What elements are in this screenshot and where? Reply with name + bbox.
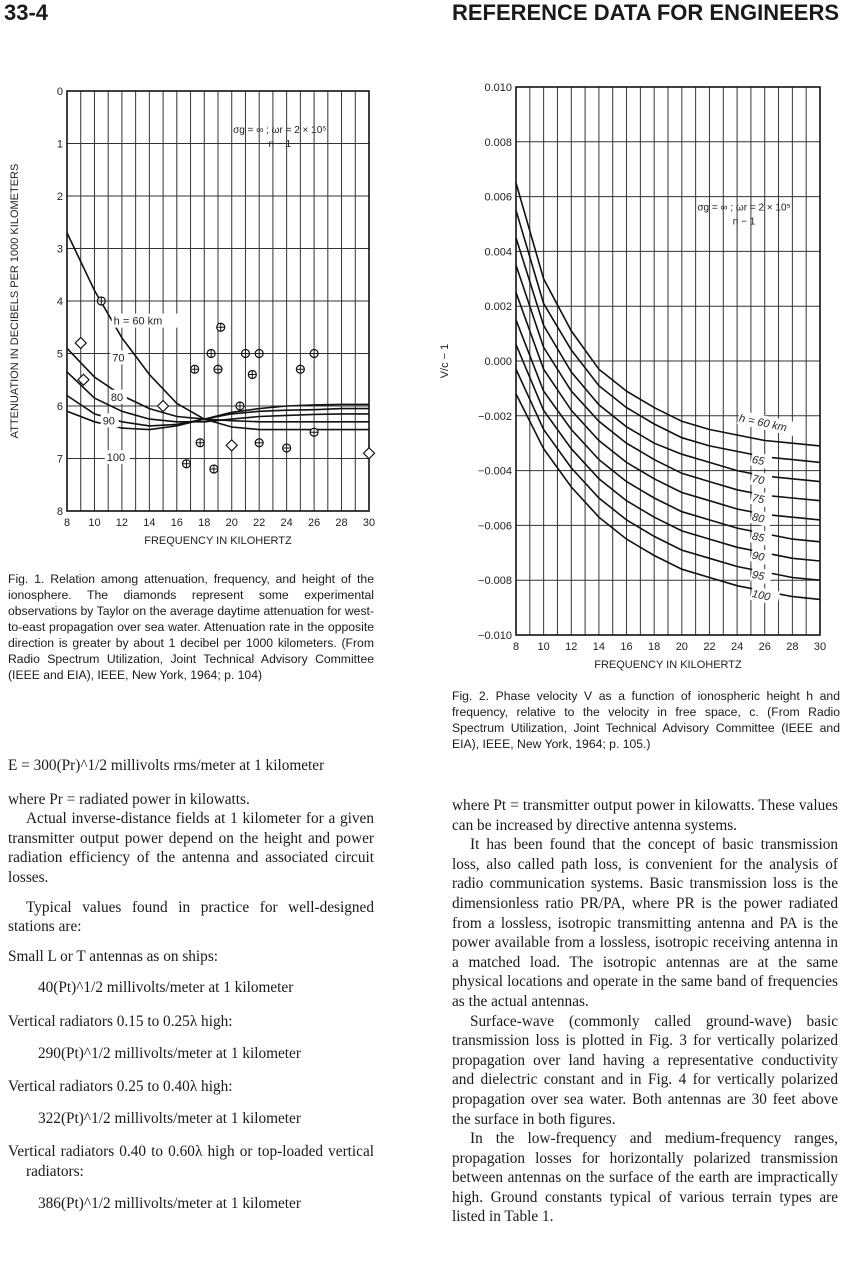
x-tick-label: 14: [592, 641, 606, 653]
x-tick-label: 8: [63, 517, 71, 529]
x-tick-label: 12: [565, 641, 578, 653]
x-tick-label: 28: [335, 517, 348, 529]
y-tick-label: 5: [56, 348, 63, 361]
x-tick-label: 18: [648, 641, 661, 653]
series-label: 100: [750, 588, 772, 604]
x-tick-label: 20: [225, 517, 238, 529]
figure-2-caption: Fig. 2. Phase velocity V as a function of ionospheric height h and frequency, relative to the velocity in free space, c. (From Radio Spectrum Utilization, Joint Technical Advisory Committee (IEEE and EIA), IEEE, New York, 1964; p. 105.): [452, 689, 840, 751]
y-tick-label: 1: [56, 138, 63, 151]
y-tick-label: 6: [56, 401, 63, 413]
series-label: 85: [750, 530, 766, 545]
x-tick-label: 24: [730, 641, 744, 653]
y-tick-label: 0.002: [484, 301, 512, 314]
data-point-crossed-circle: [217, 323, 225, 331]
y-tick-label: −0.002: [478, 410, 512, 423]
data-point-crossed-circle: [283, 444, 291, 452]
series-label: 80: [110, 391, 124, 404]
x-tick-label: 16: [170, 517, 183, 529]
figure-1-caption: Fig. 1. Relation among attenuation, frequency, and height of the ionosphere. The diamonds represent some experimental observations by Taylor on the average daytime attenuation for west-to-east propagation over sea water. Attenuation rate in the opposite direction is greater by about 1 decibel per 1000 kilometers. (From Radio Spectrum Utilization, Joint Technical Advisory Committee (IEEE and EIA), IEEE, New York, 1964; p. 104): [8, 572, 374, 682]
series-label: h = 60 km: [113, 315, 163, 328]
data-point-crossed-circle: [241, 350, 249, 358]
y-axis-label: V/c − 1: [439, 343, 451, 379]
data-point-crossed-circle: [296, 365, 304, 373]
series-label: 70: [750, 473, 766, 488]
data-point-crossed-circle: [236, 402, 244, 410]
chart-annotation: σg = ∞ ; ωr = 2 × 10⁵: [233, 125, 327, 136]
y-tick-label: 3: [56, 243, 63, 256]
x-tick-label: 16: [620, 641, 633, 653]
x-axis-label: FREQUENCY IN KILOHERTZ: [144, 535, 292, 547]
chart-annotation: σg = ∞ ; ωr = 2 × 10⁵: [697, 202, 791, 214]
list-item: Vertical radiators 0.15 to 0.25λ high:: [8, 1012, 233, 1030]
chart-annotation: n − 1: [268, 139, 292, 150]
paragraph: It has been found that the concept of basic transmission loss, also called path loss, is convenient for the analysis of radio communication systems. Basic transmission loss is the dimensionless ratio PR/PA, where PR is the power radiated from a lossless, isotropic transmitting antenna and PA is the power available from a lossless, isotropic receiving antenna in a matched load. The isotropic antennas are at the same physical locations and operate in the same band of frequencies as the actual antennas.: [452, 836, 838, 1010]
data-point-crossed-circle: [196, 439, 204, 447]
page-header-title: REFERENCE DATA FOR ENGINEERS: [451, 0, 839, 25]
y-tick-label: −0.010: [478, 630, 512, 642]
x-tick-label: 30: [362, 517, 376, 529]
y-tick-label: 0: [56, 86, 63, 98]
y-tick-label: 2: [56, 191, 63, 203]
data-point-crossed-circle: [248, 371, 256, 379]
series-label: 70: [112, 352, 125, 365]
data-point-crossed-circle: [310, 428, 318, 436]
formula: 322(Pt)^1/2 millivolts/meter at 1 kilometer: [38, 1109, 301, 1127]
x-tick-label: 26: [307, 517, 321, 529]
formula: 290(Pt)^1/2 millivolts/meter at 1 kilometer: [38, 1044, 301, 1062]
y-tick-label: 4: [56, 296, 63, 308]
x-tick-label: 10: [537, 641, 550, 653]
x-tick-label: 18: [198, 517, 211, 529]
series-label: h = 60 km: [737, 412, 788, 435]
y-tick-label: 0.008: [484, 136, 512, 149]
paragraph: Typical values found in practice for well-designed stations are:: [8, 898, 374, 936]
paragraph: where Pt = transmitter output power in kilowatts. These values can be increased by directive antenna systems.: [452, 797, 838, 834]
y-tick-label: −0.008: [478, 575, 512, 588]
y-tick-label: 0.004: [484, 246, 512, 259]
data-point-crossed-circle: [210, 465, 218, 473]
left-text-column: [8, 756, 374, 1227]
data-diamond: [226, 440, 237, 451]
series-label: 75: [750, 492, 766, 507]
data-point-crossed-circle: [255, 350, 263, 358]
y-tick-label: 0.010: [484, 82, 512, 94]
x-tick-label: 30: [813, 641, 827, 653]
paragraph: Surface-wave (commonly called ground-wave) basic transmission loss is plotted in Fig. 3 for vertically polarized propagation over land having a representative conductivity and dielectric constant and in Fig. 4 for vertically polarized propagation over sea water. Both antennas are 30 feet above the surface in both figures.: [452, 1012, 838, 1128]
data-point-crossed-circle: [255, 439, 263, 447]
series-label: 90: [750, 549, 766, 565]
x-tick-label: 14: [143, 517, 156, 529]
chart-annotation: n − 1: [732, 216, 756, 228]
series-label: 90: [102, 415, 115, 428]
y-tick-label: 0.006: [484, 191, 512, 204]
y-tick-label: 7: [56, 453, 63, 466]
y-axis-label: ATTENUATION IN DECIBELS PER 1000 KILOMETERS: [9, 163, 21, 439]
right-text-column: [452, 796, 838, 1227]
formula: 40(Pt)^1/2 millivolts/meter at 1 kilometer: [38, 979, 294, 997]
data-point-crossed-circle: [310, 350, 318, 358]
figure-1-chart: [0, 60, 420, 547]
data-diamond: [364, 448, 375, 459]
x-axis-label: FREQUENCY IN KILOHERTZ: [594, 659, 742, 671]
formula-main: E = 300(Pr)^1/2 millivolts rms/meter at 1 kilometer: [8, 757, 325, 774]
x-tick-label: 8: [512, 641, 520, 653]
where-pr: where Pr = radiated power in kilowatts.: [8, 790, 250, 808]
formula: 386(Pt)^1/2 millivolts/meter at 1 kilometer: [38, 1194, 301, 1212]
paragraph: In the low-frequency and medium-frequency ranges, propagation losses for horizontally polarized transmission between antennas on the surface of the earth are impractically high. Ground constants typical of various terrain types are listed in Table 1.: [452, 1130, 838, 1226]
page-number: 33-4: [4, 0, 49, 25]
series-label: 100: [106, 452, 126, 465]
x-tick-label: 24: [280, 517, 293, 529]
y-tick-label: 0.000: [484, 356, 512, 368]
data-point-crossed-circle: [182, 460, 190, 468]
data-diamond: [75, 338, 86, 349]
data-point-crossed-circle: [207, 350, 215, 358]
list-item: Vertical radiators 0.40 to 0.60λ high or top-loaded vertical radiators:: [8, 1143, 374, 1180]
x-tick-label: 12: [115, 517, 129, 529]
x-tick-label: 28: [786, 641, 799, 653]
figure-2-chart: [430, 60, 847, 670]
x-tick-label: 22: [253, 517, 266, 529]
paragraph: Actual inverse-distance fields at 1 kilometer for a given transmitter output power depend on the height and power radiation efficiency of the antenna and associated circuit losses.: [8, 810, 374, 886]
x-tick-label: 10: [88, 517, 101, 529]
y-tick-label: −0.006: [478, 520, 512, 533]
list-item: Small L or T antennas as on ships:: [8, 947, 219, 965]
y-tick-label: 8: [56, 506, 63, 518]
series-label: 65: [750, 453, 766, 469]
series-label: 80: [750, 511, 766, 526]
data-point-crossed-circle: [191, 365, 199, 373]
list-item: Vertical radiators 0.25 to 0.40λ high:: [8, 1078, 233, 1096]
x-tick-label: 26: [758, 641, 771, 653]
x-tick-label: 20: [675, 641, 688, 653]
x-tick-label: 22: [703, 641, 716, 653]
data-point-crossed-circle: [97, 297, 105, 305]
y-tick-label: −0.004: [478, 465, 512, 478]
data-point-crossed-circle: [214, 365, 222, 373]
series-label: 95: [750, 568, 766, 584]
data-diamond: [158, 401, 169, 412]
